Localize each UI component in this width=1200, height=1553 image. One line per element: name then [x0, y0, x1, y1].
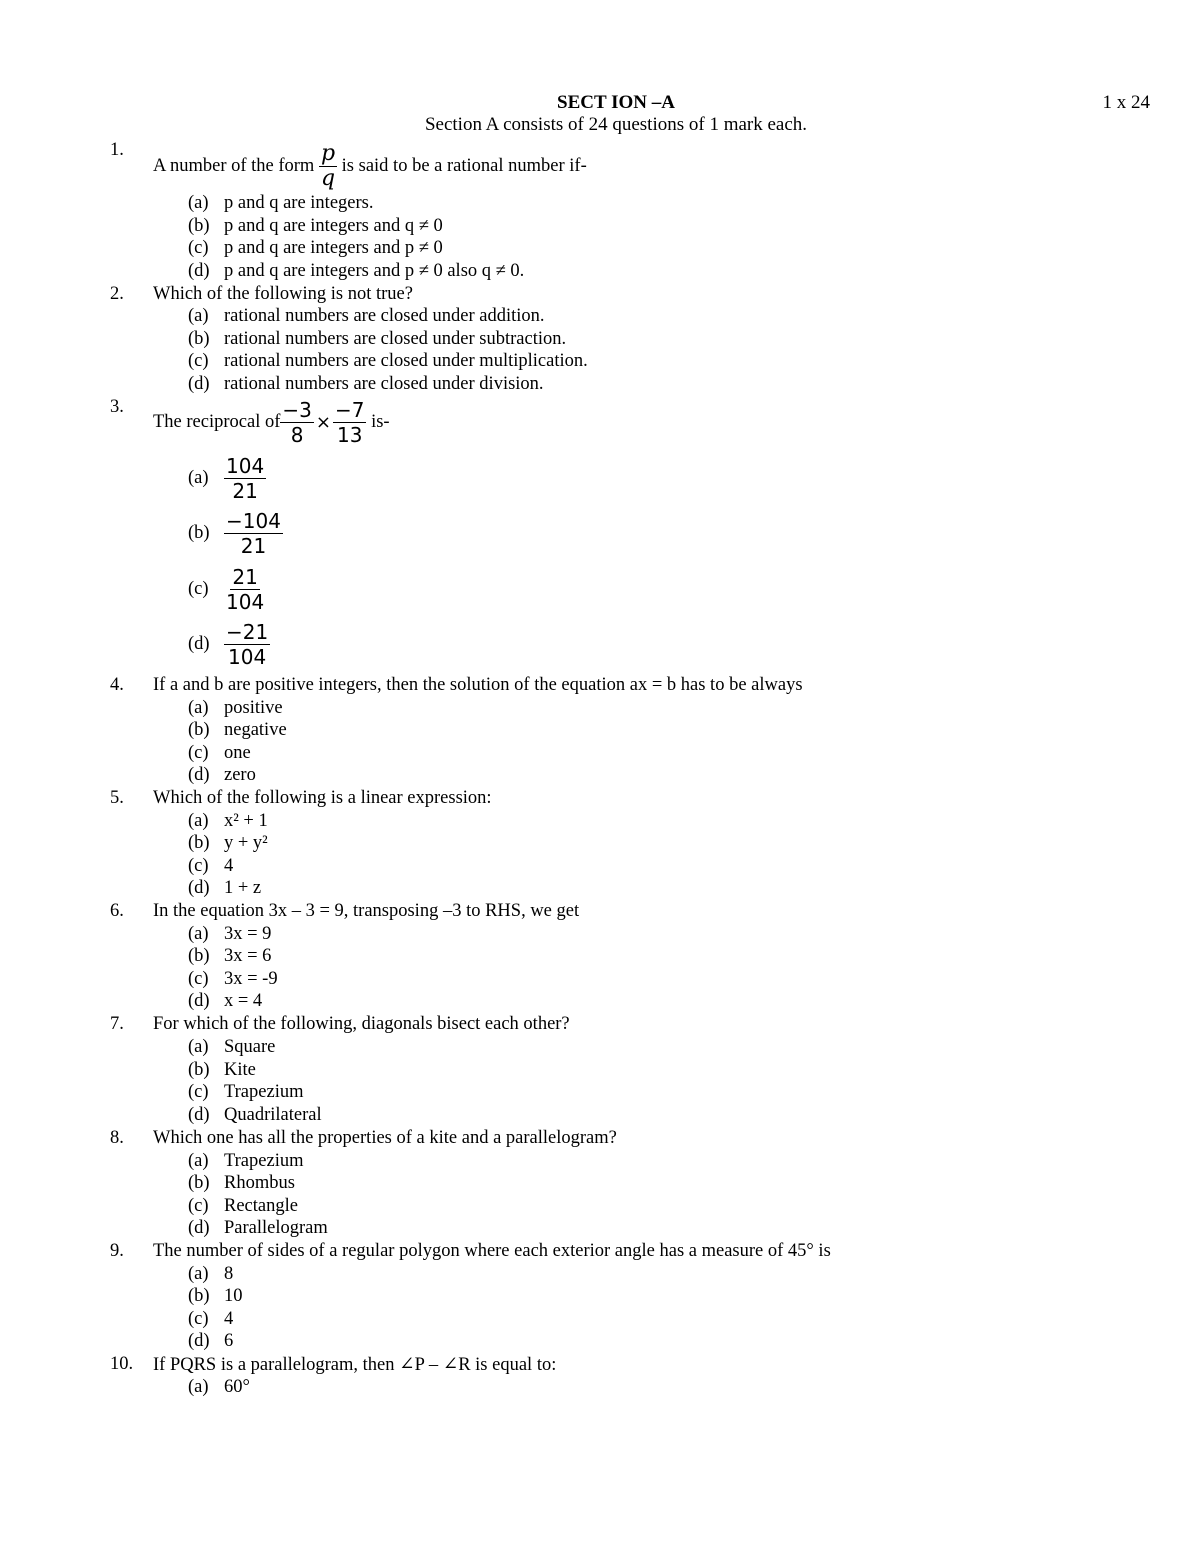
fraction-numerator: −7	[334, 398, 365, 422]
option-label: (d)	[188, 765, 210, 785]
question-text-part: is-	[371, 411, 390, 432]
option	[188, 743, 251, 764]
question-text: If PQRS is a parallelogram, then ∠P – ∠R is equal to:	[153, 1355, 557, 1375]
option-label: (d)	[188, 1105, 210, 1125]
option	[188, 720, 287, 741]
option-label: (c)	[188, 351, 209, 371]
option-text: Parallelogram	[224, 1218, 328, 1238]
option-label: (c)	[188, 969, 209, 989]
option-text: Square	[224, 1037, 276, 1057]
fraction	[224, 565, 266, 614]
option-label: (b)	[188, 946, 210, 966]
option-label: (c)	[188, 856, 209, 876]
fraction-denominator: q	[320, 166, 336, 191]
question-number: 7.	[110, 1014, 124, 1034]
fraction-denominator: 104	[226, 590, 265, 614]
option	[188, 969, 278, 990]
fraction	[224, 620, 270, 669]
fraction-denominator: 21	[240, 534, 267, 558]
fraction-numerator: −21	[226, 620, 269, 644]
option-label: (a)	[188, 468, 209, 488]
option	[188, 351, 588, 372]
times-sign: ×	[315, 412, 331, 433]
option-text: 3x = 6	[224, 946, 272, 966]
option-text: Quadrilateral	[224, 1105, 322, 1125]
question-text: In the equation 3x – 3 = 9, transposing –3 to RHS, we get	[153, 901, 580, 921]
fraction-numerator: 21	[232, 565, 258, 589]
option-label: (d)	[188, 634, 210, 654]
option	[188, 991, 262, 1012]
option-label: (a)	[188, 811, 209, 831]
option-text: 1 + z	[224, 878, 262, 898]
option	[188, 811, 268, 832]
option	[188, 765, 256, 786]
option-label: (a)	[188, 698, 209, 718]
fraction-denominator: 13	[336, 423, 363, 447]
option-text: p and q are integers and p ≠ 0 also q ≠ 0.	[224, 261, 525, 281]
fraction	[333, 398, 366, 447]
option	[188, 1309, 233, 1330]
fraction-denominator: 8	[290, 423, 304, 447]
question-text: The number of sides of a regular polygon where each exterior angle has a measure of 45° is	[153, 1241, 831, 1261]
question-text: If a and b are positive integers, then the solution of the equation ax = b has to be always	[153, 675, 803, 695]
option-text: zero	[224, 765, 256, 785]
option-text: Rectangle	[224, 1196, 298, 1216]
option	[188, 216, 443, 237]
option	[188, 306, 545, 327]
option-text: y + y²	[224, 833, 268, 853]
question-number: 6.	[110, 901, 124, 921]
fraction-numerator: −3	[282, 398, 312, 422]
option-label: (a)	[188, 1377, 209, 1397]
question-text: Which one has all the properties of a kite and a parallelogram?	[153, 1128, 617, 1148]
option-label: (c)	[188, 238, 209, 258]
option-label: (b)	[188, 833, 210, 853]
option-text: p and q are integers and p ≠ 0	[224, 238, 443, 258]
option	[188, 1286, 243, 1307]
option-label: (c)	[188, 743, 209, 763]
question-number: 8.	[110, 1128, 124, 1148]
question-text-part: is said to be a rational number if-	[341, 155, 587, 176]
question-text-part: The reciprocal of	[153, 411, 281, 432]
option-text: p and q are integers.	[224, 193, 374, 213]
option	[188, 1060, 256, 1081]
fraction-numerator: p	[320, 141, 336, 166]
option-label: (d)	[188, 374, 210, 394]
option-text: p and q are integers and q ≠ 0	[224, 216, 443, 236]
option-label: (d)	[188, 1331, 210, 1351]
option	[188, 1377, 250, 1398]
option	[188, 698, 283, 719]
option	[188, 878, 261, 899]
option-text: one	[224, 743, 251, 763]
section-title: SECT ION –A	[557, 92, 675, 113]
option-text: rational numbers are closed under addition.	[224, 306, 545, 326]
question-number: 5.	[110, 788, 124, 808]
question-text: Which of the following is not true?	[153, 284, 413, 304]
option-label: (d)	[188, 261, 210, 281]
option	[188, 856, 233, 877]
option	[188, 193, 373, 214]
option	[188, 374, 544, 395]
option	[188, 1264, 233, 1285]
option	[188, 1105, 322, 1126]
option-text: Kite	[224, 1060, 256, 1080]
option-text: 10	[224, 1286, 243, 1306]
option-text: Trapezium	[224, 1151, 304, 1171]
option	[188, 946, 271, 967]
option	[188, 509, 283, 558]
option-text: 6	[224, 1331, 234, 1351]
option-label: (d)	[188, 1218, 210, 1238]
option-text: 3x = -9	[224, 969, 278, 989]
section-subtitle: Section A consists of 24 questions of 1 mark each.	[424, 114, 808, 135]
option-text: negative	[224, 720, 287, 740]
option	[188, 1331, 233, 1352]
fraction	[280, 398, 313, 447]
option-text: Trapezium	[224, 1082, 304, 1102]
option-text: positive	[224, 698, 283, 718]
fraction	[224, 454, 266, 503]
option	[188, 924, 271, 945]
question-number: 4.	[110, 675, 124, 695]
fraction-numerator: −104	[226, 509, 281, 533]
option	[188, 1151, 303, 1172]
fraction	[319, 142, 337, 191]
option-label: (d)	[188, 991, 210, 1011]
fraction	[224, 509, 283, 558]
fraction-denominator: 104	[228, 645, 267, 669]
option-label: (b)	[188, 216, 210, 236]
option	[188, 620, 270, 669]
option-text: x² + 1	[224, 811, 268, 831]
option	[188, 329, 566, 350]
option-label: (b)	[188, 329, 210, 349]
option-text: rational numbers are closed under subtraction.	[224, 329, 567, 349]
option	[188, 1173, 295, 1194]
option	[188, 238, 443, 259]
section-marks: 1 x 24	[1102, 92, 1150, 113]
question-number: 9.	[110, 1241, 124, 1261]
question-number: 2.	[110, 284, 124, 304]
fraction-denominator: 21	[232, 479, 258, 503]
option-label: (b)	[188, 720, 210, 740]
option-text: 3x = 9	[224, 924, 272, 944]
option-label: (b)	[188, 523, 210, 543]
question-text-part: A number of the form	[153, 155, 315, 176]
option-text: Rhombus	[224, 1173, 295, 1193]
option	[188, 1218, 328, 1239]
question-number: 1.	[110, 140, 124, 160]
question-text: For which of the following, diagonals bisect each other?	[153, 1014, 570, 1034]
option	[188, 1037, 275, 1058]
question-text: Which of the following is a linear expression:	[153, 788, 492, 808]
question-text	[153, 398, 390, 447]
option	[188, 454, 266, 503]
option-label: (b)	[188, 1060, 210, 1080]
question-text	[153, 142, 587, 191]
option-text: 8	[224, 1264, 234, 1284]
option-label: (a)	[188, 193, 209, 213]
option-label: (d)	[188, 878, 210, 898]
option-label: (c)	[188, 1196, 209, 1216]
question-number: 3.	[110, 397, 124, 417]
option-text: 4	[224, 1309, 234, 1329]
option-label: (a)	[188, 1151, 209, 1171]
option-label: (c)	[188, 1082, 209, 1102]
option	[188, 261, 524, 282]
option-label: (a)	[188, 924, 209, 944]
option-label: (a)	[188, 306, 209, 326]
option-text: rational numbers are closed under multiplication.	[224, 351, 588, 371]
option	[188, 1196, 298, 1217]
option-label: (b)	[188, 1173, 210, 1193]
option-text: 4	[224, 856, 234, 876]
option-text: 60°	[224, 1377, 250, 1397]
option	[188, 833, 268, 854]
option	[188, 1082, 303, 1103]
option-label: (b)	[188, 1286, 210, 1306]
option-text: rational numbers are closed under division.	[224, 374, 544, 394]
option-text: x = 4	[224, 991, 263, 1011]
option-label: (c)	[188, 579, 209, 599]
option-label: (a)	[188, 1037, 209, 1057]
option-label: (c)	[188, 1309, 209, 1329]
option-label: (a)	[188, 1264, 209, 1284]
question-number: 10.	[110, 1354, 134, 1374]
option	[188, 565, 266, 614]
fraction-numerator: 104	[226, 454, 265, 478]
